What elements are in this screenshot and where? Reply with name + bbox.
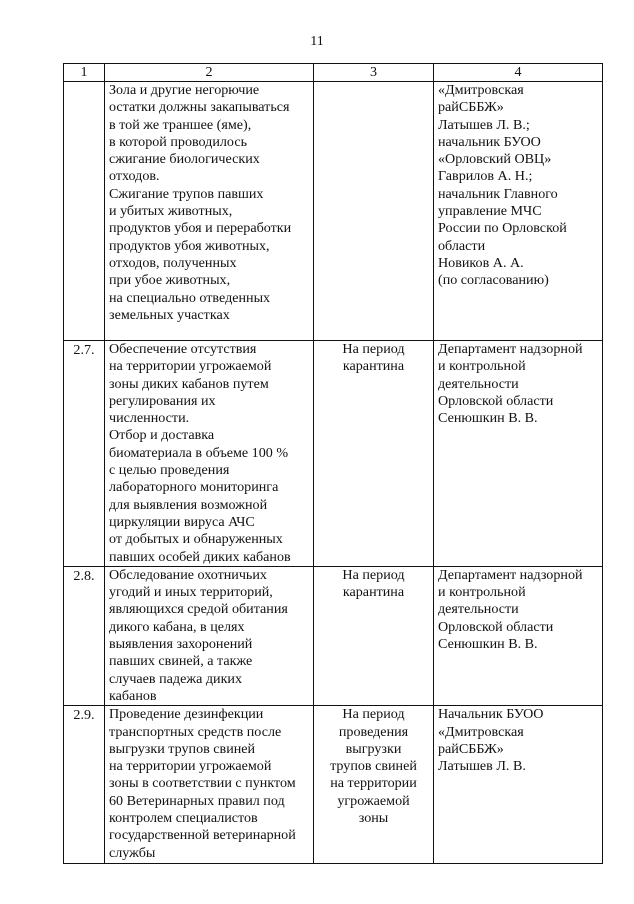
text-line: райСББЖ» (438, 740, 504, 757)
column-header: 4 (434, 64, 603, 82)
text-line: выгрузки трупов свиней (109, 740, 256, 757)
text-line: Отбор и доставка (109, 427, 215, 444)
text-line: райСББЖ» (438, 99, 504, 116)
text-line: от добытых и обнаруженных (109, 531, 283, 548)
text-line: с целью проведения (109, 462, 230, 479)
row-number: 2.9. (64, 706, 105, 864)
text-line: на специально отведенных (109, 289, 271, 306)
text-line: для выявления возможной (109, 496, 268, 513)
row-number: 2.7. (64, 341, 105, 567)
text-line: зоны (358, 810, 389, 827)
text-line: в той же траншее (яме), (109, 116, 252, 133)
text-line: области (438, 237, 486, 254)
text-line: начальник БУОО (438, 133, 541, 150)
text-line: Департамент надзорной (438, 566, 583, 583)
table-row (64, 566, 603, 705)
text-line: угрожаемой (337, 792, 410, 809)
text-line: Сенюшкин В. В. (438, 636, 538, 653)
text-line: Латышев Л. В. (438, 758, 526, 775)
text-line: На период (342, 341, 405, 357)
table-row (64, 341, 603, 567)
text-line: на территории угрожаемой (109, 358, 272, 375)
text-line: деятельности (438, 375, 519, 392)
row-description (105, 566, 314, 705)
text-line: биоматериала в объеме 100 % (109, 444, 289, 461)
text-line: службы (109, 844, 156, 861)
text-line: Латышев Л. В.; (438, 116, 530, 133)
row-responsible (434, 82, 603, 341)
column-header: 2 (105, 64, 314, 82)
text-line: случаев падежа диких (109, 670, 243, 687)
text-line: деятельности (438, 601, 519, 618)
text-line: на территории угрожаемой (109, 758, 272, 775)
text-line: на территории (330, 775, 417, 792)
row-responsible (434, 706, 603, 864)
text-line: На период (342, 706, 405, 723)
text-line: кабанов (109, 687, 157, 704)
text-line: продуктов убоя и переработки (109, 220, 292, 237)
text-line: численности. (109, 410, 190, 427)
column-header: 3 (314, 64, 434, 82)
text-line: Обследование охотничьих (109, 566, 267, 583)
row-period (314, 706, 434, 864)
text-line: карантина (342, 358, 405, 375)
text-line: при убое животных, (109, 272, 231, 289)
text-line: Новиков А. А. (438, 254, 524, 271)
text-line: Зола и другие негорючие (109, 82, 260, 98)
text-line: выявления захоронений (109, 636, 253, 653)
text-line: Орловской области (438, 392, 554, 409)
row-description (105, 82, 314, 341)
text-line: (по согласованию) (438, 272, 549, 289)
text-line: и убитых животных, (109, 203, 233, 220)
row-description (105, 341, 314, 567)
text-line: зоны в соответствии с пунктом (109, 775, 296, 792)
text-line: павших свиней, а также (109, 653, 253, 670)
text-line: павших особей диких кабанов (109, 548, 291, 565)
row-number: 2.8. (64, 566, 105, 705)
table-row (64, 706, 603, 864)
text-line: отходов, полученных (109, 254, 237, 271)
text-line: отходов. (109, 168, 160, 185)
text-line: трупов свиней (330, 758, 417, 775)
text-line: «Дмитровская (438, 82, 524, 98)
row-responsible (434, 341, 603, 567)
measures-table (63, 63, 603, 864)
text-line: проведения (338, 723, 409, 740)
text-line: 60 Ветеринарных правил под (109, 792, 285, 809)
row-description (105, 706, 314, 864)
text-line: Начальник БУОО (438, 706, 544, 723)
text-line: Обеспечение отсутствия (109, 341, 257, 357)
text-line: и контрольной (438, 584, 526, 601)
row-period (314, 341, 434, 567)
text-line: сжигание биологических (109, 151, 260, 168)
column-header: 1 (64, 64, 105, 82)
text-line: карантина (342, 584, 405, 601)
text-line: выгрузки (345, 740, 402, 757)
text-line: управление МЧС (438, 203, 542, 220)
text-line: Орловской области (438, 618, 554, 635)
text-line: Сенюшкин В. В. (438, 410, 538, 427)
text-line: начальник Главного (438, 185, 558, 202)
text-line: дикого кабана, в целях (109, 618, 245, 635)
text-line: и контрольной (438, 358, 526, 375)
text-line: являющихся средой обитания (109, 601, 288, 618)
text-line: России по Орловской (438, 220, 567, 237)
table-row (64, 82, 603, 341)
text-line: остатки должны закапываться (109, 99, 290, 116)
text-line: транспортных средств после (109, 723, 282, 740)
text-line: продуктов убоя животных, (109, 237, 270, 254)
row-period (314, 82, 434, 341)
text-line: Департамент надзорной (438, 341, 583, 357)
text-line: Сжигание трупов павших (109, 185, 264, 202)
text-line: Гаврилов А. Н.; (438, 168, 533, 185)
text-line: «Орловский ОВЦ» (438, 151, 552, 168)
text-line: регулирования их (109, 392, 216, 409)
text-line: Проведение дезинфекции (109, 706, 264, 723)
text-line: циркуляции вируса АЧС (109, 513, 255, 530)
row-number (64, 82, 105, 341)
text-line: земельных участках (109, 306, 230, 323)
text-line: «Дмитровская (438, 723, 524, 740)
text-line: в которой проводилось (109, 133, 248, 150)
text-line: лабораторного мониторинга (109, 479, 279, 496)
text-line: угодий и иных территорий, (109, 584, 273, 601)
row-period (314, 566, 434, 705)
text-line: зоны диких кабанов путем (109, 375, 269, 392)
row-responsible (434, 566, 603, 705)
text-line: На период (342, 566, 405, 583)
text-line: государственной ветеринарной (109, 827, 296, 844)
page-number: 11 (310, 34, 324, 49)
text-line: контролем специалистов (109, 810, 258, 827)
table-header-row (64, 64, 603, 82)
